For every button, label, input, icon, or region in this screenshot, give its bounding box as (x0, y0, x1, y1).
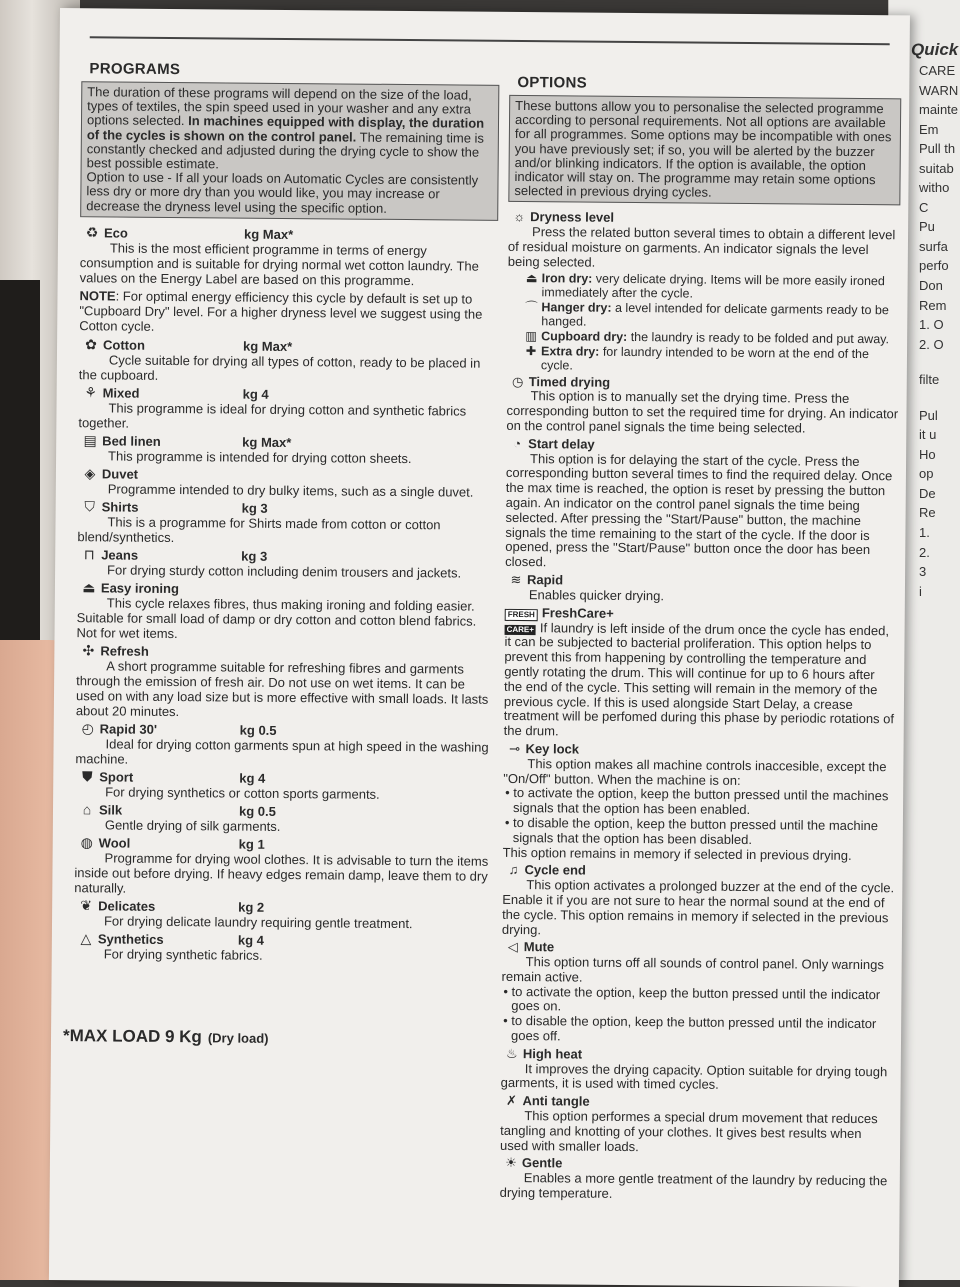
option-timed-drying (506, 375, 899, 438)
mute-bullet-1: • to activate the option, keep the button pressed until the indicator goes on. (503, 983, 881, 1014)
adjacent-page-title: Quick (911, 40, 959, 59)
dryness-level-item (507, 300, 899, 331)
programs-intro-text-b: In machines equipped with display, the duration of the cycles is shown on the control panel. (86, 113, 485, 145)
refresh-icon: ✣ (82, 642, 95, 659)
option-desc: Press the related button several times to obtain a different level of residual moisture on garments. An indicator signals the level being selected. (507, 224, 896, 270)
program-name: Refresh (100, 643, 149, 659)
option-name: Key lock (525, 741, 580, 757)
dryness-level-icon: ☼ (513, 209, 526, 225)
option-mute (501, 940, 894, 1047)
option-name: Anti tangle (522, 1093, 590, 1109)
programs-intro-text-a: The duration of these programs will depend on the size of the load, types of textiles, the spin speed used in your washer and any extra options selected. (86, 84, 472, 129)
adjacent-page-line: Pul (919, 407, 938, 423)
program-item (78, 385, 496, 434)
shirts-icon: ⛉ (84, 498, 95, 515)
iron-dry-icon: ⏏ (525, 270, 538, 285)
dryness-level-text (541, 271, 899, 302)
option-start-delay (505, 437, 898, 574)
sport-icon: ⛊ (81, 768, 93, 785)
key-lock-tail: This option remains in memory if selected in previous drying. (502, 844, 852, 863)
option-cycle-end (502, 863, 895, 940)
program-load: kg 3 (241, 548, 268, 564)
program-name: Mixed (102, 385, 140, 401)
option-desc: This option performes a special drum movement that reduces tangling and knotting of your clothes. It gives best results when used with smaller loads. (500, 1108, 878, 1154)
option-key-lock (503, 742, 896, 864)
program-name: Jeans (101, 547, 139, 563)
program-name: Eco (103, 225, 128, 241)
program-desc: This is a programme for Shirts made from cotton or cotton blend/synthetics. (77, 514, 441, 545)
eco-icon: ♻ (85, 224, 99, 241)
adjacent-page-line: mainte (919, 102, 959, 118)
dryness-level-item (507, 344, 899, 375)
program-desc: Gentle drying of silk garments. (104, 817, 281, 834)
adjacent-page-line: Em (919, 121, 939, 137)
program-name: Silk (98, 802, 123, 818)
option-rapid (505, 573, 897, 606)
dryness-level-desc: a level intended for delicate garments ready to be hanged. (541, 300, 889, 329)
adjacent-page-line: suitab (919, 160, 954, 176)
programs-intro-text-d: Option to use - If all your loads on Automatic Cycles are consistently less dry or more dry than you would like, you may increase or decrease the dryness level using the specific option. (86, 169, 479, 216)
adjacent-page-line: 1. O (919, 317, 944, 333)
program-desc: For drying delicate laundry requiring gentle treatment. (103, 913, 413, 931)
program-name: Easy ironing (100, 580, 180, 596)
program-item (77, 547, 495, 581)
program-desc: A short programme suitable for refreshing fibres and garments through the emission of fresh air. Do not use on wet items. It can be used on with any load size but is more effective with small loads. It lasts about 20 minutes. (75, 658, 489, 719)
delicates-icon: ❦ (80, 897, 93, 914)
dryness-level-desc: very delicate drying. Items will be more easily ironed immediately after the cycle. (541, 271, 885, 301)
program-name: Bed linen (102, 433, 161, 449)
care-badge: CARE+ (505, 624, 536, 634)
manual-page (49, 8, 910, 1287)
program-desc: Programme for drying wool clothes. It is advisable to turn the items inside out before drying. If heavy edges remain damp, leave them to dry naturally. (74, 850, 489, 896)
option-desc: This option activates a prolonged buzzer at the end of the cycle. Enable it if you are not sure to hear the normal sound at the end of the cycle. This option remains in memory if selected in the previous drying. (501, 877, 895, 937)
eco-note (79, 288, 497, 337)
option-name: Gentle (521, 1155, 563, 1171)
wool-icon: ◍ (80, 834, 93, 851)
option-desc: Enables a more gentle treatment of the laundry by reducing the drying temperature. (499, 1170, 888, 1201)
program-load: kg 0.5 (239, 722, 277, 738)
dryness-level-name: Iron dry: (541, 270, 593, 286)
program-desc: Cycle suitable for drying all types of cotton, ready to be placed in the cupboard. (78, 352, 481, 383)
adjacent-page-line: Pull th (919, 141, 956, 157)
program-desc: This programme is intended for drying cotton sheets. (108, 448, 412, 466)
program-load: kg 3 (241, 500, 268, 516)
program-load: kg 2 (238, 899, 265, 915)
program-item (74, 835, 493, 899)
option-desc: This option makes all machine controls inaccesible, except the "On/Off" button. When the machine is on: (503, 755, 887, 788)
dryness-level-name: Cupboard dry: (541, 328, 628, 344)
option-desc: This option is for delaying the start of the cycle. Press the corresponding button several times to find the required delay. Once the max time is reached, the option is reset by pressing the button again. An indicator on the control panel signals the time being selected. After pressing the "Start/Pause" button, the machine signals the time remaining to the start of the cycle. If the door is opened, press the "Start/Pause" button once the door has been closed. (505, 450, 893, 570)
option-gentle (500, 1156, 892, 1204)
option-anti-tangle (500, 1094, 893, 1157)
option-freshcare (504, 605, 897, 742)
timed-drying-icon: ◷ (512, 373, 524, 389)
option-name: Dryness level (530, 209, 615, 226)
freshcare-desc: If laundry is left inside of the drum once the cycle has ended, it can be subjected to bacterial proliferation. This option helps to prevent this from happening by controlling the temperature and gently rotating the drum. This will continue for up to 6 hours after the end of the cycle. This setting will remain in the memory of the previous cycle. If this is used alongside Start Delay, a crease treatment will be perfomed during this phase by periodic rotations of the drum. (503, 619, 895, 739)
note-label: NOTE (79, 288, 116, 304)
max-load-value: *MAX LOAD 9 Kg (62, 1026, 202, 1047)
program-item (75, 769, 493, 803)
program-desc: For drying synthetics or cotton sports garments. (105, 784, 380, 802)
hanger-dry-icon: ⌒ (525, 299, 538, 314)
program-item (78, 433, 496, 467)
program-item (75, 721, 493, 770)
dryness-level-text (541, 300, 899, 331)
program-item (77, 499, 495, 548)
adjacent-page-line: i (919, 583, 922, 599)
adjacent-page-line: Pu (919, 219, 935, 235)
program-item (79, 337, 497, 386)
program-load: kg 4 (242, 386, 269, 402)
programs-intro-text-c: The remaining time is constantly checked and adjusted during the drying cycle to show the best possible estimate. (86, 129, 485, 172)
silk-icon: ⌂ (82, 801, 92, 818)
program-load: kg 4 (237, 932, 264, 948)
program-item (80, 225, 499, 289)
program-item (78, 466, 496, 500)
option-name: Start delay (528, 435, 595, 452)
dryness-level-name: Hanger dry: (541, 299, 612, 315)
option-name: Timed drying (528, 373, 611, 390)
top-rule (90, 36, 890, 45)
options-title: OPTIONS (517, 73, 588, 92)
dryness-level-name: Extra dry: (540, 343, 600, 359)
cotton-icon: ✿ (85, 336, 97, 353)
background-shadow (0, 280, 40, 700)
adjacent-page-line: Don (919, 278, 943, 294)
dryness-level-text (541, 344, 899, 375)
program-item (76, 580, 495, 644)
option-desc: Enables quicker drying. (528, 586, 665, 604)
program-desc: For drying synthetic fabrics. (103, 946, 263, 963)
anti-tangle-icon: ✗ (505, 1093, 517, 1109)
gentle-icon: ☀ (505, 1155, 517, 1171)
adjacent-page-line: Re (919, 505, 936, 521)
adjacent-page-line: witho (919, 180, 950, 196)
adjacent-page-line: Rem (919, 297, 947, 313)
option-desc (504, 620, 897, 742)
option-high-heat (501, 1047, 893, 1095)
option-name: High heat (522, 1045, 583, 1062)
adjacent-page-line: op (919, 466, 934, 482)
option-name: Cycle end (524, 862, 586, 878)
option-desc: It improves the drying capacity. Option suitable for drying tough garments, it is used with timed cycles. (500, 1060, 888, 1093)
program-desc: For drying sturdy cotton including denim trousers and jackets. (107, 562, 462, 581)
program-name: Rapid 30' (99, 721, 158, 737)
program-desc: This is the most efficient programme in terms of energy consumption and is suitable for drying normal wet cotton laundry. The values on the Energy Label are based on this programme. (79, 240, 479, 288)
adjacent-page-line: Ho (919, 446, 936, 462)
program-name: Cotton (102, 337, 146, 353)
program-load: kg 0.5 (238, 803, 276, 819)
program-desc: Ideal for drying cotton garments spun at high speed in the washing machine. (75, 736, 489, 767)
program-name: Duvet (101, 466, 139, 482)
option-name: FreshCare+ (541, 604, 614, 621)
cupboard-dry-icon: ▥ (525, 328, 538, 343)
note-text: : For optimal energy efficiency this cycle by default is set up to "Cupboard Dry" level. For a higher dryness level we suggest using the Cotton cycle. (79, 288, 483, 334)
adjacent-page-line: 2. O (919, 336, 944, 352)
option-name: Rapid (526, 572, 564, 588)
options-intro: These buttons allow you to personalise the selected programme according to personal requirements. Not all options are available for all programmes. Some options may be incompatible with ones you have previously set; if so, you will be alerted by the buzzer and/or blinking indicators. If the option is available, the option indicator will stay on. The programme may retain some options selected in previous drying cycles. (508, 95, 901, 206)
synthetics-icon: △ (80, 930, 92, 947)
option-dryness-level (507, 210, 900, 375)
programs-title: PROGRAMS (89, 60, 181, 79)
max-load-unit: (Dry load) (207, 1030, 269, 1046)
adjacent-page-line: De (919, 485, 936, 501)
program-item (74, 931, 492, 965)
extra-dry-icon: ✚ (525, 343, 537, 358)
program-name: Wool (98, 835, 131, 851)
max-load (63, 1026, 269, 1048)
program-load: kg 1 (238, 836, 265, 852)
adjacent-page-line: C (919, 199, 929, 215)
program-desc: This cycle relaxes fibres, thus making ironing and folding easier. Suitable for small load of damp or dry cotton and cotton blend fabrics. Not for wet items. (76, 595, 477, 641)
mute-bullet-2: • to disable the option, keep the button pressed until the indicator goes off. (503, 1013, 877, 1044)
iron-icon: ⏏ (82, 579, 96, 596)
adjacent-page-line: filte (919, 372, 940, 388)
adjacent-page-line: perfo (919, 258, 949, 274)
program-load: kg Max* (243, 226, 294, 242)
program-name: Synthetics (97, 931, 164, 947)
program-list (74, 225, 498, 965)
mixed-icon: ⚘ (84, 384, 98, 401)
options-column (500, 74, 902, 1207)
thermometer-icon: ♨ (506, 1045, 518, 1061)
duvet-icon: ◈ (84, 465, 96, 482)
rapid-icon: ≋ (510, 571, 522, 588)
program-name: Sport (99, 769, 134, 785)
program-load: kg 4 (239, 770, 266, 786)
program-load: kg Max* (242, 338, 293, 354)
option-desc: This option is to manually set the drying time. Press the corresponding button to set the required time for drying. An indicator on the control panel signals the time being selected. (506, 388, 899, 436)
program-desc: Programme intended to dry bulky items, such as a single duvet. (107, 481, 474, 500)
start-delay-icon: ◔ (513, 435, 522, 451)
adjacent-page-line: surfa (919, 238, 948, 254)
dryness-level-desc: the laundry is ready to be folded and put away. (627, 329, 890, 346)
programs-column (74, 60, 500, 967)
option-name: Mute (523, 939, 555, 955)
option-desc: This option turns off all sounds of control panel. Only warnings remain active. (501, 954, 884, 985)
program-item (76, 643, 495, 722)
key-icon: ⊸ (509, 740, 521, 756)
adjacent-page-line: CARE (919, 63, 956, 78)
mute-icon: ◁ (507, 939, 518, 955)
program-item (75, 802, 493, 836)
rapid-30-icon: ◴ (81, 720, 94, 737)
program-item (74, 898, 492, 932)
adjacent-page-line: 3 (919, 564, 927, 580)
dryness-level-item (507, 271, 899, 302)
program-desc: This programme is ideal for drying cotton and synthetic fabrics together. (78, 400, 467, 431)
key-lock-bullet-1: • to activate the option, keep the button pressed until the machines signals that the option has been enabled. (505, 785, 889, 818)
dryness-level-desc: for laundry intended to be worn at the end of the cycle. (540, 344, 870, 373)
adjacent-page-line: WARN (919, 82, 959, 98)
freshcare-icon: FRESH (505, 608, 538, 620)
adjacent-page-line: 2. (919, 544, 930, 560)
program-load: kg Max* (242, 434, 292, 450)
key-lock-bullet-2: • to disable the option, keep the button pressed until the machine signals that the option has been disabled. (504, 814, 879, 847)
jeans-icon: ⊓ (83, 546, 95, 563)
program-name: Shirts (101, 499, 139, 515)
adjacent-page-line: 1. (919, 525, 930, 541)
adjacent-page-line: it u (919, 427, 937, 443)
bell-icon: ♫ (508, 862, 519, 878)
bed-linen-icon: ▤ (83, 432, 97, 449)
program-name: Delicates (98, 898, 156, 914)
programs-intro (80, 81, 499, 220)
